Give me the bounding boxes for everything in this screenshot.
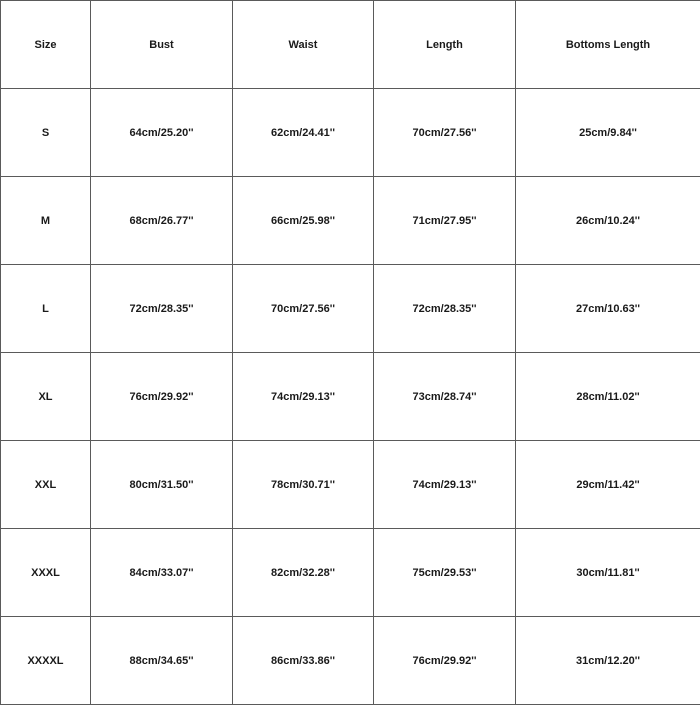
waist-cell: 78cm/30.71'': [233, 441, 374, 529]
header-bust: Bust: [91, 1, 233, 89]
waist-cell: 86cm/33.86'': [233, 617, 374, 705]
waist-cell: 62cm/24.41'': [233, 89, 374, 177]
header-size: Size: [1, 1, 91, 89]
size-cell: M: [1, 177, 91, 265]
table-row: [1, 177, 700, 265]
bottoms-length-cell: 30cm/11.81'': [516, 529, 700, 617]
size-cell: XXL: [1, 441, 91, 529]
size-cell: L: [1, 265, 91, 353]
length-cell: 73cm/28.74'': [374, 353, 516, 441]
bottoms-length-cell: 28cm/11.02'': [516, 353, 700, 441]
table-row: [1, 265, 700, 353]
table-row: [1, 529, 700, 617]
table-row: [1, 441, 700, 529]
size-cell: XXXL: [1, 529, 91, 617]
bottoms-length-cell: 29cm/11.42'': [516, 441, 700, 529]
size-cell: XL: [1, 353, 91, 441]
length-cell: 76cm/29.92'': [374, 617, 516, 705]
bust-cell: 76cm/29.92'': [91, 353, 233, 441]
bust-cell: 88cm/34.65'': [91, 617, 233, 705]
bust-cell: 72cm/28.35'': [91, 265, 233, 353]
bottoms-length-cell: 31cm/12.20'': [516, 617, 700, 705]
bottoms-length-cell: 27cm/10.63'': [516, 265, 700, 353]
table-row: [1, 353, 700, 441]
length-cell: 70cm/27.56'': [374, 89, 516, 177]
bust-cell: 84cm/33.07'': [91, 529, 233, 617]
waist-cell: 66cm/25.98'': [233, 177, 374, 265]
header-row: [1, 1, 700, 89]
bottoms-length-cell: 25cm/9.84'': [516, 89, 700, 177]
header-waist: Waist: [233, 1, 374, 89]
table-row: [1, 617, 700, 705]
length-cell: 75cm/29.53'': [374, 529, 516, 617]
header-bottoms-length: Bottoms Length: [516, 1, 700, 89]
waist-cell: 74cm/29.13'': [233, 353, 374, 441]
length-cell: 72cm/28.35'': [374, 265, 516, 353]
bust-cell: 68cm/26.77'': [91, 177, 233, 265]
length-cell: 74cm/29.13'': [374, 441, 516, 529]
table-header: [1, 1, 700, 89]
size-cell: S: [1, 89, 91, 177]
table-row: [1, 89, 700, 177]
bust-cell: 64cm/25.20'': [91, 89, 233, 177]
bottoms-length-cell: 26cm/10.24'': [516, 177, 700, 265]
size-cell: XXXXL: [1, 617, 91, 705]
bust-cell: 80cm/31.50'': [91, 441, 233, 529]
length-cell: 71cm/27.95'': [374, 177, 516, 265]
header-length: Length: [374, 1, 516, 89]
table-body: [1, 89, 700, 705]
waist-cell: 70cm/27.56'': [233, 265, 374, 353]
waist-cell: 82cm/32.28'': [233, 529, 374, 617]
